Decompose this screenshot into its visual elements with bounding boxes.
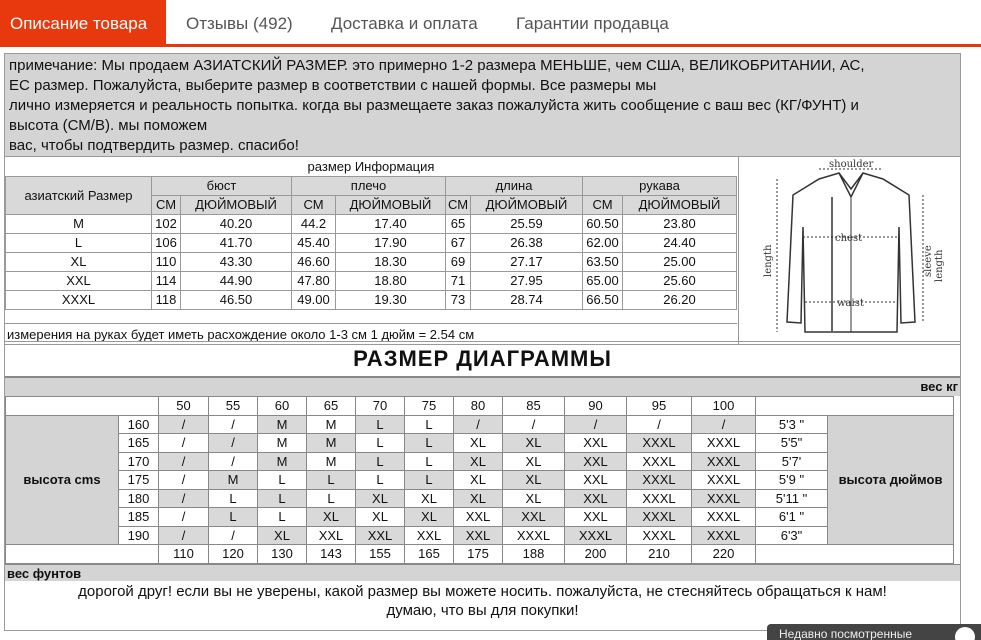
size-info-row [6, 290, 737, 309]
note-line: примечание: Мы продаем АЗИАТСКИЙ РАЗМЕР. это примерно 1-2 размера МЕНЬШЕ, чем США, ВЕЛИКОБРИТАНИИ, АС, [9, 57, 865, 74]
empty-cell [6, 397, 159, 416]
thanks-line: дорогой друг! если вы не уверены, какой размер вы можете носить. пожалуйста, не стесняйтесь обращаться к нам! [78, 582, 887, 600]
unit-header: ДЮЙМОВЫЙ [623, 195, 737, 214]
chat-icon[interactable] [955, 627, 975, 640]
size-value-cell: 114 [152, 271, 181, 290]
size-cell: XXXL [627, 526, 692, 545]
size-value-cell: 25.00 [623, 252, 737, 271]
note-line: ЕС размер. Пожалуйста, выберите размер в соответствии с нашей формы. Все размеры мы [9, 77, 657, 94]
height-cm-cell: 185 [119, 508, 159, 527]
tab-description[interactable]: Описание товара [0, 0, 166, 44]
unit-header: ДЮЙМОВЫЙ [336, 195, 446, 214]
sleeve-label: sleeve [923, 245, 934, 277]
size-cell: / [454, 415, 503, 434]
size-value-cell: 25.60 [623, 271, 737, 290]
size-cell: L [405, 471, 454, 490]
height-cm-cell: 190 [119, 526, 159, 545]
size-cell: XL [454, 471, 503, 490]
size-cell: XXL [565, 471, 627, 490]
size-value-cell: 63.50 [583, 252, 623, 271]
size-cell: M [258, 415, 307, 434]
size-value-cell: 44.2 [292, 214, 336, 233]
height-inch-cell: 6'3" [756, 526, 828, 545]
size-cell: XXL [307, 526, 356, 545]
size-label-cell: XXL [6, 271, 152, 290]
size-cell: L [258, 471, 307, 490]
weight-lb-cell: 175 [454, 545, 503, 564]
size-grid-row [6, 526, 954, 545]
size-info-row [6, 214, 737, 233]
product-tabs [0, 0, 981, 47]
size-cell: L [356, 471, 405, 490]
size-cell: / [692, 415, 756, 434]
thanks-message [5, 581, 960, 620]
height-inch-cell: 5'7' [756, 452, 828, 471]
size-cell: XXXL [692, 471, 756, 490]
weight-lb-label: вес фунтов [5, 564, 960, 581]
size-cell: XXL [565, 489, 627, 508]
size-cell: XXXL [627, 452, 692, 471]
size-cell: XXL [565, 508, 627, 527]
weight-lb-cell: 155 [356, 545, 405, 564]
size-cell: XXL [454, 526, 503, 545]
weight-lb-cell: 200 [565, 545, 627, 564]
size-cell: / [209, 526, 258, 545]
note-line: лично измеряется и реальность попытка. когда вы размещаете заказ пожалуйста жить сообщение с ваш вес (КГ/ФУНТ) и [9, 97, 859, 114]
asian-size-header: азиатский Размер [6, 176, 152, 214]
size-chart [4, 341, 961, 631]
weight-kg-cell: 85 [503, 397, 565, 416]
size-cell: L [356, 415, 405, 434]
size-cell: XXL [503, 508, 565, 527]
empty-cell [756, 545, 954, 564]
size-cell: L [307, 471, 356, 490]
size-cell: XL [454, 452, 503, 471]
weight-lb-cell: 143 [307, 545, 356, 564]
height-inch-cell: 5'9 " [756, 471, 828, 490]
weight-lb-cell: 210 [627, 545, 692, 564]
size-value-cell: 73 [446, 290, 471, 309]
size-label-cell: XXXL [6, 290, 152, 309]
unit-header: СМ [583, 195, 623, 214]
weight-lb-cell: 220 [692, 545, 756, 564]
size-cell: XL [454, 434, 503, 453]
size-cell: M [307, 415, 356, 434]
size-cell: L [258, 508, 307, 527]
size-value-cell: 65.00 [583, 271, 623, 290]
size-cell: / [503, 415, 565, 434]
size-cell: / [159, 526, 209, 545]
height-cm-cell: 170 [119, 452, 159, 471]
group-header: бюст [152, 176, 292, 195]
size-value-cell: 27.95 [471, 271, 583, 290]
size-value-cell: 46.60 [292, 252, 336, 271]
size-cell: XXXL [565, 526, 627, 545]
size-value-cell: 102 [152, 214, 181, 233]
chart-title: РАЗМЕР ДИАГРАММЫ [353, 346, 612, 371]
size-value-cell: 26.38 [471, 233, 583, 252]
size-value-cell: 45.40 [292, 233, 336, 252]
tab-guarantees[interactable]: Гарантии продавца [516, 14, 669, 33]
size-cell: XXXL [627, 471, 692, 490]
size-cell: L [356, 434, 405, 453]
size-cell: XL [307, 508, 356, 527]
size-value-cell: 60.50 [583, 214, 623, 233]
group-header: плечо [292, 176, 446, 195]
size-value-cell: 66.50 [583, 290, 623, 309]
weight-kg-cell: 55 [209, 397, 258, 416]
note-line: вас, чтобы подтвердить размер. спасибо! [9, 137, 299, 154]
size-cell: M [258, 452, 307, 471]
size-value-cell: 44.90 [181, 271, 292, 290]
size-value-cell: 71 [446, 271, 471, 290]
size-cell: L [258, 489, 307, 508]
height-inch-cell: 5'11 " [756, 489, 828, 508]
size-value-cell: 43.30 [181, 252, 292, 271]
unit-header: ДЮЙМОВЫЙ [181, 195, 292, 214]
size-value-cell: 118 [152, 290, 181, 309]
unit-header: СМ [292, 195, 336, 214]
size-cell: M [307, 434, 356, 453]
size-cell: M [258, 434, 307, 453]
size-value-cell: 47.80 [292, 271, 336, 290]
weight-lb-row [6, 545, 954, 564]
unit-header: СМ [152, 195, 181, 214]
size-cell: XL [405, 489, 454, 508]
size-cell: XL [356, 508, 405, 527]
height-inch-cell: 5'5" [756, 434, 828, 453]
size-value-cell: 23.80 [623, 214, 737, 233]
size-info-title: размер Информация [6, 157, 737, 176]
size-cell: / [159, 452, 209, 471]
size-grid-row [6, 508, 954, 527]
size-info-row [6, 271, 737, 290]
size-cell: XXXL [692, 489, 756, 508]
size-value-cell: 106 [152, 233, 181, 252]
size-cell: XL [356, 489, 405, 508]
size-cell: / [159, 471, 209, 490]
size-cell: XXL [565, 452, 627, 471]
size-cell: L [405, 452, 454, 471]
size-cell: M [307, 452, 356, 471]
shoulder-label: shoulder [829, 159, 874, 170]
size-value-cell: 28.74 [471, 290, 583, 309]
size-grid-row [6, 452, 954, 471]
size-cell: XXL [405, 526, 454, 545]
size-grid-row [6, 434, 954, 453]
size-label-cell: M [6, 214, 152, 233]
shirt-icon [739, 157, 963, 344]
measurement-note: измерения на руках будет иметь расхождение около 1-3 см 1 дюйм = 2.54 см [5, 323, 737, 344]
size-cell: XL [503, 471, 565, 490]
weight-kg-cell: 80 [454, 397, 503, 416]
weight-kg-cell: 70 [356, 397, 405, 416]
size-cell: XXXL [692, 434, 756, 453]
size-cell: M [209, 471, 258, 490]
size-cell: XXXL [627, 508, 692, 527]
size-cell: L [405, 434, 454, 453]
weight-kg-cell: 60 [258, 397, 307, 416]
size-cell: / [159, 434, 209, 453]
size-cell: / [565, 415, 627, 434]
size-cell: XL [503, 452, 565, 471]
size-cell: XXXL [692, 526, 756, 545]
tab-delivery[interactable]: Доставка и оплата [331, 14, 478, 33]
recently-viewed-bar[interactable] [767, 624, 981, 640]
size-cell: XXXL [627, 489, 692, 508]
weight-kg-cell: 50 [159, 397, 209, 416]
size-value-cell: 46.50 [181, 290, 292, 309]
size-value-cell: 27.17 [471, 252, 583, 271]
size-grid-row [6, 471, 954, 490]
size-value-cell: 110 [152, 252, 181, 271]
size-cell: L [307, 489, 356, 508]
size-value-cell: 62.00 [583, 233, 623, 252]
height-cm-cell: 175 [119, 471, 159, 490]
size-value-cell: 17.40 [336, 214, 446, 233]
unit-header: СМ [446, 195, 471, 214]
size-value-cell: 18.80 [336, 271, 446, 290]
size-label-cell: L [6, 233, 152, 252]
size-cell: XL [503, 434, 565, 453]
size-cell: / [159, 489, 209, 508]
weight-kg-cell: 95 [627, 397, 692, 416]
height-inch-cell: 5'3 " [756, 415, 828, 434]
size-cell: XL [258, 526, 307, 545]
length-label: length [763, 244, 774, 277]
size-cell: L [209, 489, 258, 508]
size-value-cell: 25.59 [471, 214, 583, 233]
size-cell: XL [454, 489, 503, 508]
size-cell: XXXL [692, 508, 756, 527]
size-value-cell: 69 [446, 252, 471, 271]
weight-lb-cell: 130 [258, 545, 307, 564]
size-grid-row [6, 415, 954, 434]
weight-kg-label: вес кг [5, 376, 960, 396]
size-cell: / [209, 434, 258, 453]
size-cell: XL [503, 489, 565, 508]
size-cell: / [159, 415, 209, 434]
group-header: рукава [583, 176, 737, 195]
size-cell: / [159, 508, 209, 527]
weight-lb-cell: 188 [503, 545, 565, 564]
group-header: длина [446, 176, 583, 195]
weight-lb-cell: 110 [159, 545, 209, 564]
height-cm-label: высота cms [6, 415, 119, 545]
size-info-row [6, 233, 737, 252]
size-value-cell: 67 [446, 233, 471, 252]
note-line: высота (СМ/В). мы поможем [9, 117, 208, 134]
chest-label: chest [835, 233, 863, 244]
size-cell: XXXL [627, 434, 692, 453]
size-grid [5, 396, 954, 564]
shirt-diagram [738, 157, 962, 344]
empty-cell [756, 397, 954, 416]
waist-label: waist [837, 298, 864, 309]
weight-kg-cell: 65 [307, 397, 356, 416]
size-info-panel [4, 53, 961, 345]
size-grid-row [6, 489, 954, 508]
size-value-cell: 19.30 [336, 290, 446, 309]
size-label-cell: XL [6, 252, 152, 271]
size-cell: L [356, 452, 405, 471]
size-value-cell: 65 [446, 214, 471, 233]
weight-lb-cell: 120 [209, 545, 258, 564]
weight-kg-row [6, 397, 954, 416]
size-info-table [5, 157, 737, 310]
weight-lb-cell: 165 [405, 545, 454, 564]
size-cell: / [209, 415, 258, 434]
size-note [5, 54, 960, 157]
size-value-cell: 18.30 [336, 252, 446, 271]
recently-viewed-label: Недавно посмотренные [779, 627, 912, 640]
height-cm-cell: 165 [119, 434, 159, 453]
size-cell: XXL [565, 434, 627, 453]
height-cm-cell: 160 [119, 415, 159, 434]
size-cell: XL [405, 508, 454, 527]
size-value-cell: 40.20 [181, 214, 292, 233]
weight-kg-cell: 100 [692, 397, 756, 416]
height-inch-label: высота дюймов [828, 415, 954, 545]
thanks-line: думаю, что вы для покупки! [386, 601, 579, 619]
size-info-row [6, 252, 737, 271]
size-cell: L [405, 415, 454, 434]
size-value-cell: 24.40 [623, 233, 737, 252]
tab-reviews[interactable]: Отзывы (492) [186, 14, 293, 33]
size-value-cell: 41.70 [181, 233, 292, 252]
unit-header: ДЮЙМОВЫЙ [471, 195, 583, 214]
size-value-cell: 17.90 [336, 233, 446, 252]
sleeve-length-label: length [934, 249, 945, 282]
size-cell: XXXL [692, 452, 756, 471]
height-inch-cell: 6'1 " [756, 508, 828, 527]
weight-kg-cell: 90 [565, 397, 627, 416]
weight-kg-cell: 75 [405, 397, 454, 416]
size-cell: L [209, 508, 258, 527]
size-cell: / [209, 452, 258, 471]
size-cell: XXL [356, 526, 405, 545]
height-cm-cell: 180 [119, 489, 159, 508]
size-value-cell: 49.00 [292, 290, 336, 309]
size-cell: XXXL [503, 526, 565, 545]
size-value-cell: 26.20 [623, 290, 737, 309]
size-cell: XXL [454, 508, 503, 527]
size-cell: / [627, 415, 692, 434]
empty-cell [6, 545, 159, 564]
